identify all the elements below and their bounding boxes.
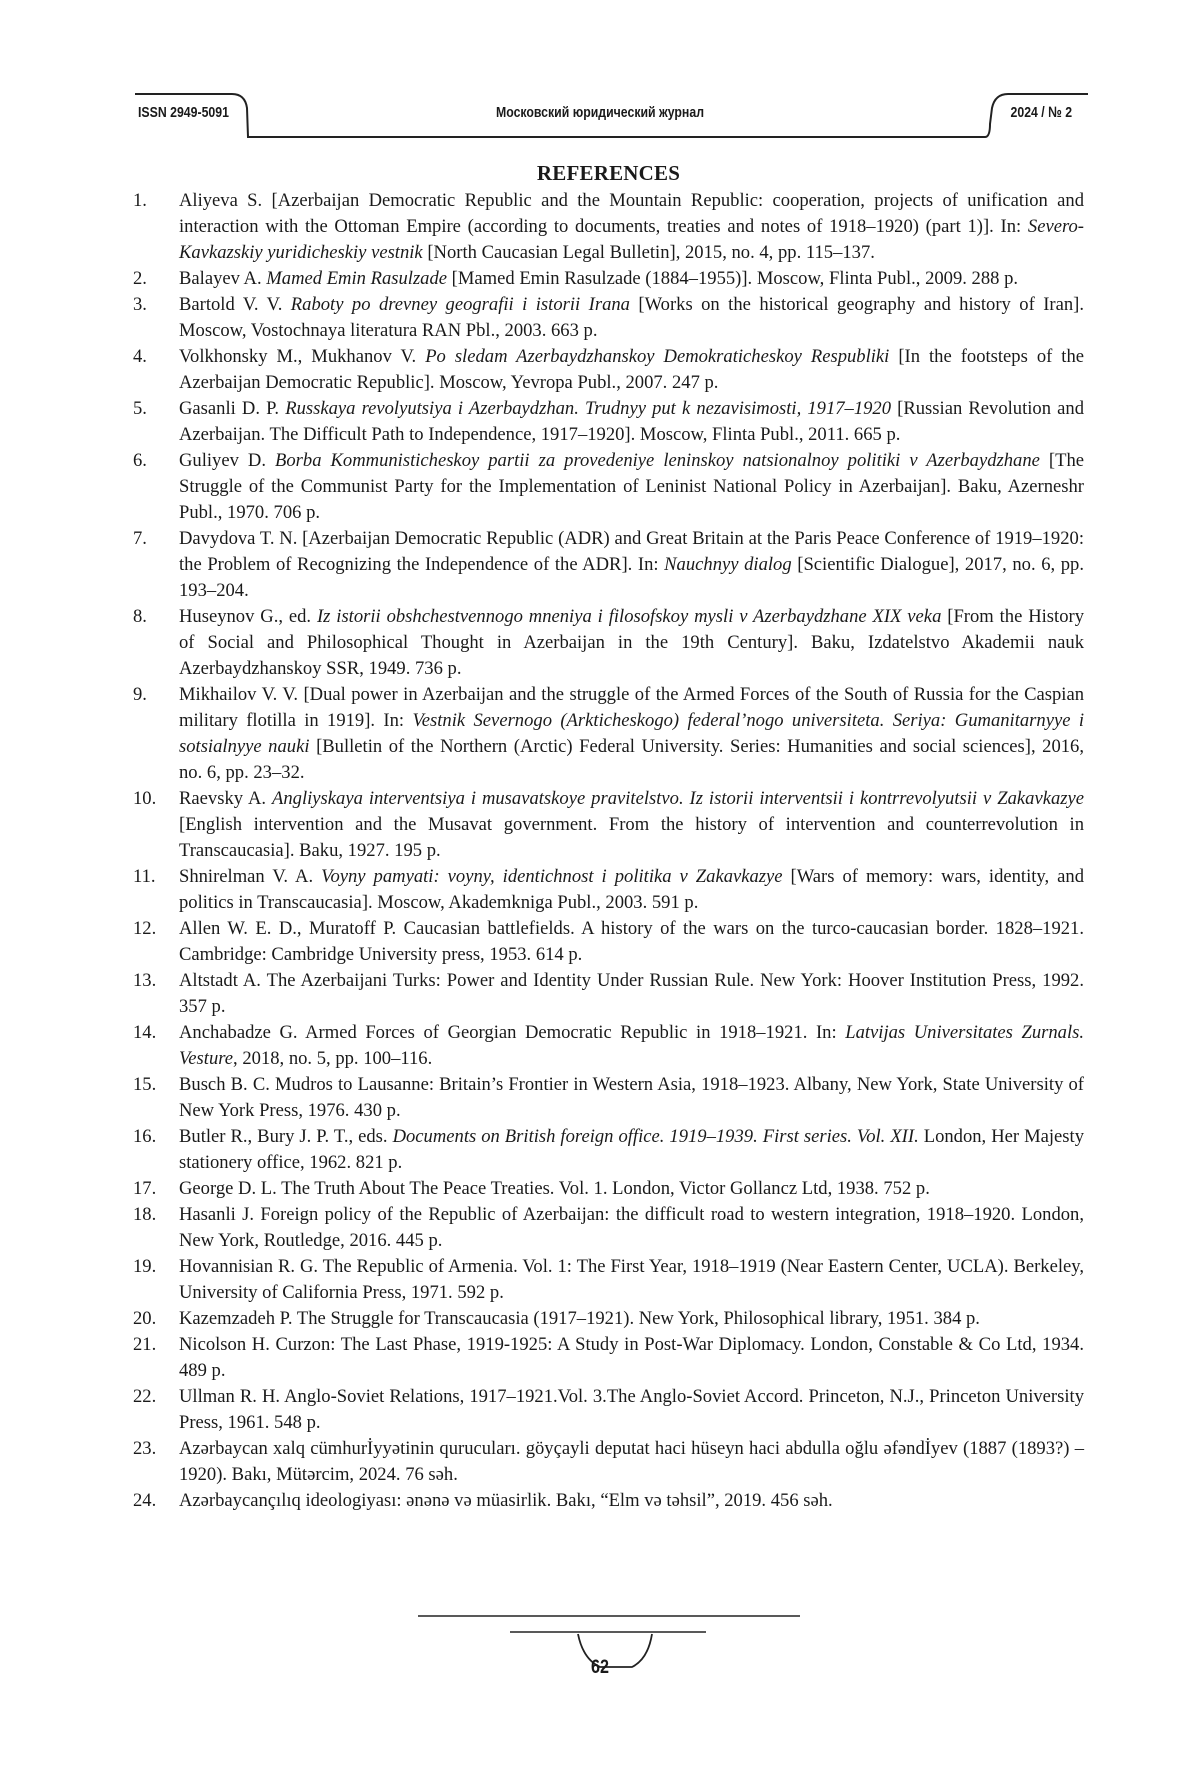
reference-text xyxy=(179,1308,980,1329)
reference-title-italic: Raboty po drevney geografii i istorii Irana xyxy=(290,294,630,315)
reference-text-segment: Gasanli D. P. xyxy=(179,398,286,419)
reference-item xyxy=(133,1124,1084,1176)
reference-number: 14. xyxy=(133,1022,157,1043)
reference-title-italic: Documents on British foreign office. 1919–1939. First series. Vol. XII. xyxy=(392,1126,919,1147)
reference-text xyxy=(179,684,1084,783)
issue-label: 2024 / № 2 xyxy=(1010,104,1072,121)
reference-item xyxy=(133,916,1084,968)
reference-item xyxy=(133,266,1084,292)
reference-text-segment: Bartold V. V. xyxy=(179,294,291,315)
reference-title-italic: Borba Kommunisticheskoy partii za provedeniye leninskoy natsionalnoy politiki v Azerbaydzhane xyxy=(275,450,1040,471)
reference-text xyxy=(179,1438,1084,1485)
reference-text-segment: [Wars of memory: wars, identity, and politics in Transcaucasia]. Moscow, Akademkniga Publ., 2003. 591 p. xyxy=(179,866,1085,913)
reference-text-segment: Butler R., Bury J. P. T., eds. xyxy=(179,1126,393,1147)
reference-title-italic: Mamed Emin Rasulzade xyxy=(266,268,448,289)
reference-number: 16. xyxy=(133,1126,157,1147)
reference-text-segment: Anchabadze G. Armed Forces of Georgian Democratic Republic in 1918–1921. In: xyxy=(179,1022,846,1043)
reference-item xyxy=(133,448,1084,526)
reference-text xyxy=(179,528,1084,601)
reference-text-segment: Ullman R. H. Anglo-Soviet Relations, 1917–1921.Vol. 3.The Anglo-Soviet Accord. Princeton, N.J., Princeton University Press, 1961. 548 p. xyxy=(179,1386,1084,1433)
reference-number: 19. xyxy=(133,1256,157,1277)
reference-item xyxy=(133,968,1084,1020)
reference-text xyxy=(179,970,1084,1017)
reference-title-italic: Vestnik Severnogo (Arkticheskogo) federal’nogo universiteta. Seriya: Gumanitarnyye i sotsialnyye nauki xyxy=(179,710,1084,757)
reference-text xyxy=(179,1022,1084,1069)
reference-number: 6. xyxy=(133,450,147,471)
reference-title-italic: Russkaya revolyutsiya i Azerbaydzhan. Trudnyy put k nezavisimosti, 1917–1920 xyxy=(285,398,892,419)
journal-title: Московский юридический журнал xyxy=(495,104,705,121)
reference-item xyxy=(133,1306,1084,1332)
reference-text-segment: Altstadt A. The Azerbaijani Turks: Power and Identity Under Russian Rule. New York: Hoover Institution Press, 1992. 357 p. xyxy=(179,970,1084,1017)
reference-item xyxy=(133,682,1084,786)
issn-label: ISSN 2949-5091 xyxy=(138,104,229,121)
reference-text xyxy=(179,1204,1084,1251)
reference-text-segment: Nicolson H. Curzon: The Last Phase, 1919-1925: A Study in Post-War Diplomacy. London, Constable & Co Ltd, 1934. 489 p. xyxy=(179,1334,1084,1381)
reference-text-segment: Azərbaycan xalq cümhurİyyətinin qurucuları. göyçayli deputat haci hüseyn haci abdulla oğlu əfəndİyev (1887 (1893?) – 1920). Bakı, Mütərcim, 2024. 76 səh. xyxy=(179,1438,1084,1485)
reference-text-segment: Guliyev D. xyxy=(179,450,276,471)
reference-title-italic: Voyny pamyati: voyny, identichnost i politika v Zakavkazye xyxy=(321,866,783,887)
reference-text-segment: [North Caucasian Legal Bulletin], 2015, no. 4, pp. 115–137. xyxy=(422,242,875,263)
reference-text-segment: George D. L. The Truth About The Peace Treaties. Vol. 1. London, Victor Gollancz Ltd, 1938. 752 p. xyxy=(179,1178,930,1199)
reference-number: 9. xyxy=(133,684,147,705)
reference-number: 22. xyxy=(133,1386,157,1407)
reference-text xyxy=(179,1386,1084,1433)
reference-text-segment: [From the History of Social and Philosophical Thought in Azerbaijan in the 19th Century]. Baku, Izdatelstvo Akademii nauk Azerbaydzhanskoy SSR, 1949. 736 p. xyxy=(179,606,1084,679)
reference-item xyxy=(133,344,1084,396)
reference-item xyxy=(133,1254,1084,1306)
reference-number: 5. xyxy=(133,398,147,419)
reference-list xyxy=(133,188,1084,1514)
reference-text-segment: [The Struggle of the Communist Party for the Implementation of Leninist National Policy in Azerbaijan]. Baku, Azerneshr Publ., 1970. 706 p. xyxy=(179,450,1085,523)
reference-text-segment: Kazemzadeh P. The Struggle for Transcaucasia (1917–1921). New York, Philosophical library, 1951. 384 p. xyxy=(179,1308,980,1329)
reference-number: 20. xyxy=(133,1308,157,1329)
reference-text-segment: Allen W. E. D., Muratoff P. Caucasian battlefields. A history of the wars on the turco-caucasian border. 1828–1921. Cambridge: Cambridge University press, 1953. 614 p. xyxy=(179,918,1084,965)
reference-text xyxy=(179,788,1084,861)
reference-item xyxy=(133,396,1084,448)
reference-number: 23. xyxy=(133,1438,157,1459)
reference-text xyxy=(179,190,1084,263)
reference-text-segment: [English intervention and the Musavat government. From the history of intervention and counterrevolution in Transcaucasia]. Baku, 1927. 195 p. xyxy=(179,814,1084,861)
reference-text xyxy=(179,346,1084,393)
reference-item xyxy=(133,1332,1084,1384)
reference-text-segment: Raevsky A. xyxy=(179,788,272,809)
reference-text xyxy=(179,1074,1084,1121)
reference-text-segment: Volkhonsky M., Mukhanov V. xyxy=(179,346,426,367)
reference-text-segment: Huseynov G., ed. xyxy=(179,606,317,627)
reference-item xyxy=(133,1020,1084,1072)
reference-title-italic: Iz istorii obshchestvennogo mneniya i filosofskoy mysli v Azerbaydzhane XIX veka xyxy=(316,606,942,627)
references-section xyxy=(133,160,1084,1514)
reference-text xyxy=(179,398,1084,445)
reference-text xyxy=(179,1256,1084,1303)
reference-number: 2. xyxy=(133,268,147,289)
reference-item xyxy=(133,526,1084,604)
reference-text-segment: Balayev A. xyxy=(179,268,267,289)
reference-item xyxy=(133,1436,1084,1488)
reference-text xyxy=(179,450,1084,523)
reference-item xyxy=(133,1202,1084,1254)
header-frame xyxy=(0,0,1200,150)
reference-text-segment: , 2018, no. 5, pp. 100–116. xyxy=(233,1048,433,1069)
reference-item xyxy=(133,1176,1084,1202)
reference-text-segment: [Russian Revolution and Azerbaijan. The Difficult Path to Independence, 1917–1920]. Moscow, Flinta Publ., 2011. 665 p. xyxy=(179,398,1085,445)
reference-text-segment: Aliyeva S. [Azerbaijan Democratic Republic and the Mountain Republic: cooperation, projects of unification and interaction with the Ottoman Empire (according to documents, treaties and notes of 1918–1920) (part 1)]. In: xyxy=(179,190,1084,237)
reference-text xyxy=(179,1178,930,1199)
reference-number: 13. xyxy=(133,970,157,991)
reference-text-segment: [Mamed Emin Rasulzade (1884–1955)]. Moscow, Flinta Publ., 2009. 288 p. xyxy=(447,268,1019,289)
reference-text xyxy=(179,1490,833,1511)
reference-title-italic: Po sledam Azerbaydzhanskoy Demokraticheskoy Respubliki xyxy=(425,346,890,367)
reference-title-italic: Severo-Kavkazskiy yuridicheskiy vestnik xyxy=(179,216,1084,263)
reference-text xyxy=(179,918,1084,965)
reference-item xyxy=(133,292,1084,344)
reference-text-segment: [Scientific Dialogue], 2017, no. 6, pp. 193–204. xyxy=(179,554,1084,601)
running-header xyxy=(0,0,1200,150)
reference-text-segment: [Works on the historical geography and history of Iran]. Moscow, Vostochnaya literatura RAN Pbl., 2003. 663 p. xyxy=(179,294,1084,341)
reference-number: 1. xyxy=(133,190,147,211)
reference-number: 12. xyxy=(133,918,157,939)
reference-number: 8. xyxy=(133,606,147,627)
reference-item xyxy=(133,1488,1084,1514)
reference-title-italic: Latvijas Universitates Zurnals. Vesture xyxy=(179,1022,1085,1069)
reference-number: 10. xyxy=(133,788,157,809)
reference-text-segment: Shnirelman V. A. xyxy=(179,866,322,887)
section-title: REFERENCES xyxy=(536,161,681,185)
reference-title-italic: Angliyskaya interventsiya i musavatskoye pravitelstvo. Iz istorii interventsii i kontrrevolyutsii v Zakavkazye xyxy=(272,788,1084,809)
reference-number: 4. xyxy=(133,346,147,367)
reference-title-italic: Nauchnyy dialog xyxy=(664,554,792,575)
reference-text-segment: London, Her Majesty stationery office, 1962. 821 p. xyxy=(179,1126,1084,1173)
reference-text xyxy=(179,866,1084,913)
reference-text-segment: Mikhailov V. V. [Dual power in Azerbaijan and the struggle of the Armed Forces of the South of Russia for the Caspian military flotilla in 1919]. In: xyxy=(179,684,1084,731)
reference-text xyxy=(179,1126,1084,1173)
page-number: 62 xyxy=(591,1657,609,1678)
reference-text-segment: [Bulletin of the Northern (Arctic) Federal University. Series: Humanities and social sciences], 2016, no. 6, pp. 23–32. xyxy=(179,736,1085,783)
reference-text-segment: Azərbaycançılıq ideologiyası: ənənə və müasirlik. Bakı, “Elm və təhsil”, 2019. 456 səh. xyxy=(179,1490,833,1511)
reference-number: 3. xyxy=(133,294,147,315)
reference-number: 11. xyxy=(133,866,156,887)
reference-item xyxy=(133,604,1084,682)
reference-number: 18. xyxy=(133,1204,157,1225)
reference-text-segment: Hasanli J. Foreign policy of the Republic of Azerbaijan: the difficult road to western integration, 1918–1920. London, New York, Routledge, 2016. 445 p. xyxy=(179,1204,1084,1251)
reference-text xyxy=(179,294,1084,341)
reference-number: 24. xyxy=(133,1490,157,1511)
reference-item xyxy=(133,1072,1084,1124)
reference-text-segment: Hovannisian R. G. The Republic of Armenia. Vol. 1: The First Year, 1918–1919 (Near Eastern Center, UCLA). Berkeley, University of California Press, 1971. 592 p. xyxy=(179,1256,1084,1303)
page-footer xyxy=(0,1615,1200,1715)
reference-item xyxy=(133,188,1084,266)
reference-item xyxy=(133,1384,1084,1436)
reference-text-segment: Davydova T. N. [Azerbaijan Democratic Republic (ADR) and Great Britain at the Paris Peace Conference of 1919–1920: the Problem of Recognizing the Independence of the ADR]. In: xyxy=(179,528,1084,575)
reference-text-segment: Busch B. C. Mudros to Lausanne: Britain’s Frontier in Western Asia, 1918–1923. Albany, New York, State University of New York Press, 1976. 430 p. xyxy=(179,1074,1084,1121)
reference-number: 21. xyxy=(133,1334,157,1355)
reference-item xyxy=(133,786,1084,864)
reference-number: 17. xyxy=(133,1178,157,1199)
reference-item xyxy=(133,864,1084,916)
reference-text xyxy=(179,268,1018,289)
reference-text xyxy=(179,1334,1084,1381)
reference-number: 15. xyxy=(133,1074,157,1095)
reference-text xyxy=(179,606,1084,679)
reference-number: 7. xyxy=(133,528,147,549)
reference-text-segment: [In the footsteps of the Azerbaijan Democratic Republic]. Moscow, Yevropa Publ., 2007. 247 p. xyxy=(179,346,1085,393)
